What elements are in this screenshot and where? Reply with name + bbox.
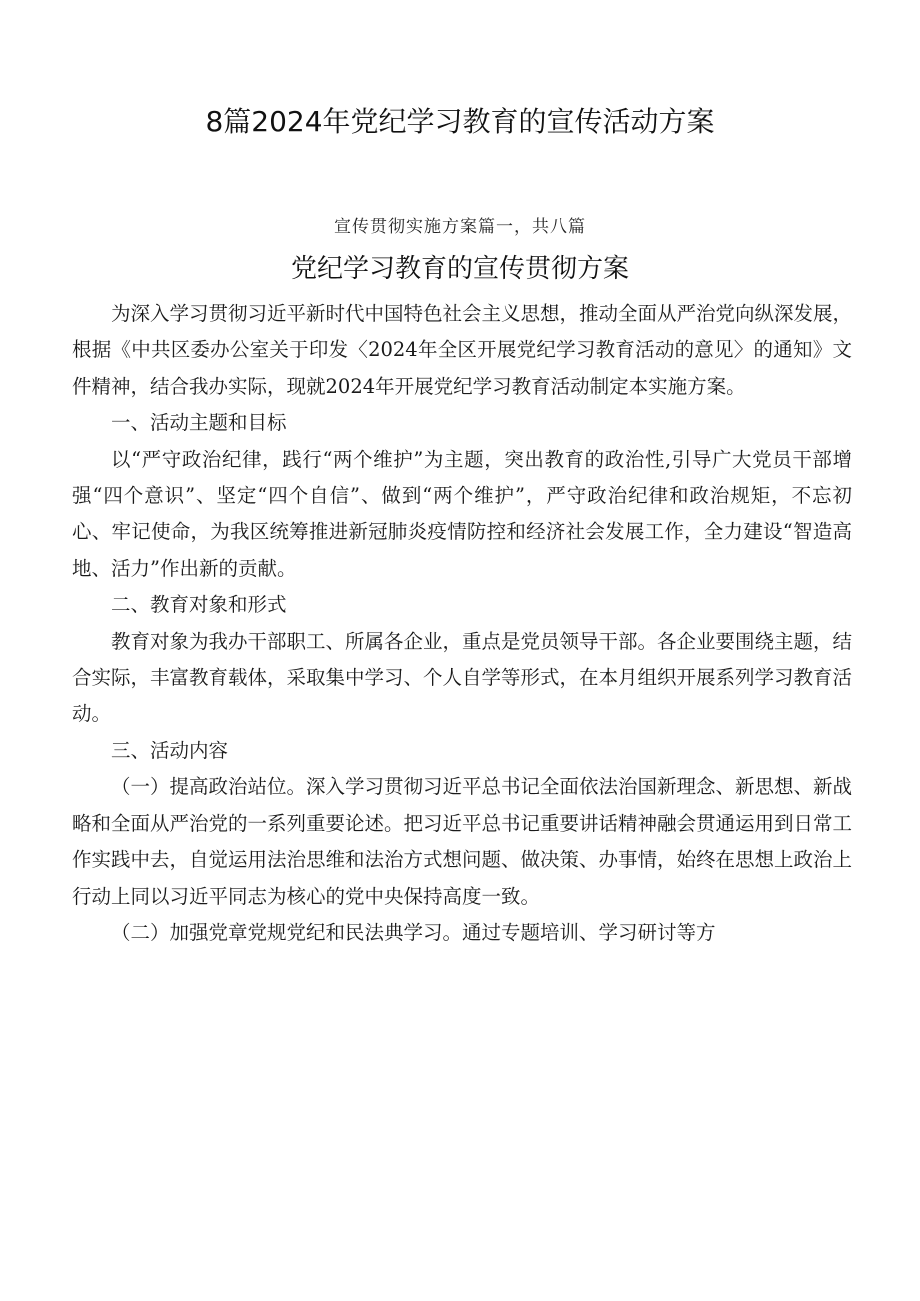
heading-targets-forms: 二、教育对象和形式: [111, 593, 287, 617]
paragraph-content-2: （二）加强党章党规党纪和民法典学习。通过专题培训、学习研讨等方: [111, 920, 716, 944]
section-subtitle: 宣传贯彻实施方案篇一，共八篇: [334, 217, 586, 237]
paragraph-intro: 为深入学习贯彻习近平新时代中国特色社会主义思想，推动全面从严治党向纵深发展，根据《中共区委办公室关于印发〈2024年全区开展党纪学习教育活动的意见〉的通知》文件精神，结合我办实际，现就2024年开展党纪学习教育活动制定本实施方案。: [72, 302, 853, 398]
section-title: 党纪学习教育的宣传贯彻方案: [290, 254, 629, 284]
paragraph-targets-forms: 教育对象为我办干部职工、所属各企业，重点是党员领导干部。各企业要围绕主题，结合实际，丰富教育载体，采取集中学习、个人自学等形式，在本月组织开展系列学习教育活动。: [72, 629, 853, 726]
document-body: [72, 296, 852, 951]
paragraph-theme-goals: 以“严守政治纪律，践行“两个维护”为主题，突出教育的政治性,引导广大党员干部增强“四个意识”、坚定“四个自信”、做到“两个维护”，严守政治纪律和政治规矩，不忘初心、牢记使命，为我区统筹推进新冠肺炎疫情防控和经济社会发展工作，全力建设“智造高地、活力”作出新的贡献。: [72, 447, 852, 580]
heading-theme-goals: 一、活动主题和目标: [111, 411, 287, 435]
paragraph-content-1: （一）提高政治站位。深入学习贯彻习近平总书记全面依法治国新理念、新思想、新战略和全面从严治党的一系列重要论述。把习近平总书记重要讲话精神融会贯通运用到日常工作实践中去，自觉运用法治思维和法治方式想问题、做决策、办事情，始终在思想上政治上行动上同以习近平同志为核心的党中央保持高度一致。: [72, 775, 853, 908]
document-title: 8篇2024年党纪学习教育的宣传活动方案: [205, 105, 715, 138]
heading-activity-content: 三、活动内容: [111, 738, 229, 762]
